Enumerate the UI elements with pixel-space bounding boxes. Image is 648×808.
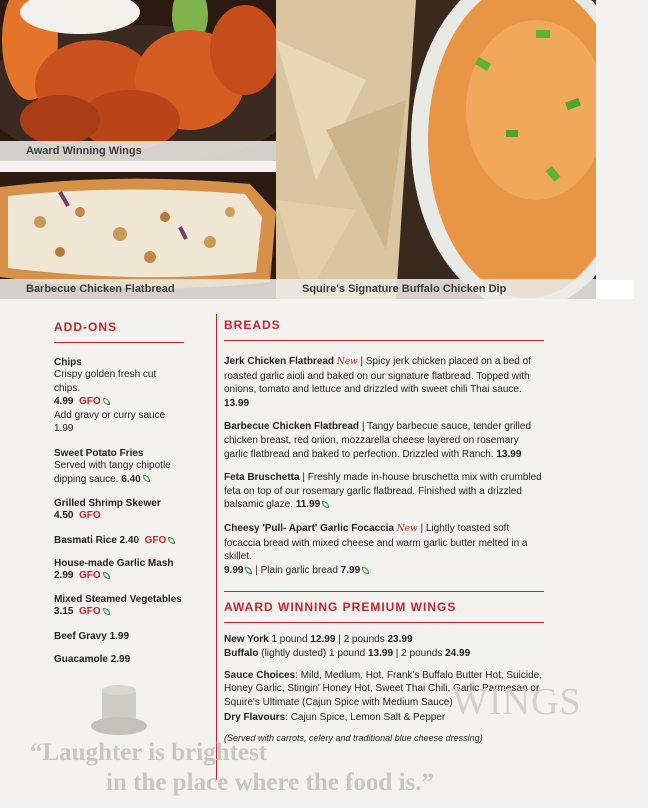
leaf-icon (103, 608, 110, 615)
new-badge: New (336, 357, 358, 367)
leaf-icon (143, 475, 150, 482)
quote-text-1: Laughter is brightest (42, 739, 268, 766)
wings-price: 23.99 (387, 634, 413, 646)
bread-extra: Plain garlic bread (260, 564, 338, 576)
dip-caption: Squire's Signature Buffalo Chicken Dip (276, 279, 596, 299)
breads-title: BREADS (224, 318, 281, 332)
sauce-label: Sauce Choices (224, 669, 296, 681)
addon-desc-text: Served with tangy chipotle dipping sauce. (54, 459, 171, 485)
bread-price: 11.99 (295, 499, 321, 511)
wings-ghost-text: WINGS (452, 681, 582, 723)
bread-jerk-chicken: Jerk Chicken Flatbread New | Spicy jerk chicken placed on a bed of roasted garlic aioli and baked on our signature flatbread. Topped with onions, tomato and lettuce and drizzled with sweet chili Thai sauce. 13.99 (224, 356, 531, 409)
addon-name: House-made Garlic Mash (54, 557, 174, 569)
bread-name: Barbecue Chicken Flatbread (224, 421, 360, 433)
leaf-icon (103, 398, 110, 405)
wings-sauces: Sauce Choices: Mild, Medium, Hot, Frank's Buffalo Butter Hot, Suicide, Honey Garlic, Stingin' Honey Hot, Sweet Thai Chili, Garlic Parmesan or Squire's Ultimate (Cajun Spice with Medium Sauce) (224, 669, 542, 708)
dry-label: Dry Flavours (224, 712, 286, 724)
addon-price-line (54, 395, 184, 409)
bread-bbq-chicken: Barbecue Chicken Flatbread | Tangy barbecue sauce, tender grilled chicken breast, red onion, mozzarella cheese layered on rosemary garlic flatbread and baked to perfection. Drizzled with Ranch. 13.99 (224, 421, 532, 460)
gfo-label: GFO (79, 396, 101, 408)
addon-guacamole (54, 654, 184, 665)
wings-style-label: Buffalo (224, 647, 259, 659)
wings-buffalo: Buffalo (lightly dusted) 1 pound 13.99 | 2 pounds 24.99 (224, 647, 471, 659)
addon-price: 4.99 (54, 396, 74, 408)
wings-price: 12.99 (310, 634, 336, 646)
flatbread-photo (0, 172, 276, 299)
addon-chips (54, 357, 184, 436)
wings-qty: 2 pounds (343, 634, 385, 646)
dry-list: Cajun Spice, Lemon Salt & Pepper (290, 712, 446, 724)
wings-top-rule (224, 591, 544, 592)
addon-name: Guacamole 2.99 (54, 653, 131, 665)
addon-name: Mixed Steamed Vegetables (54, 594, 182, 606)
addon-price-line (54, 605, 184, 619)
addons-rule (54, 342, 184, 343)
addon-price: 3.15 (54, 606, 74, 618)
wings-title: AWARD WINNING PREMIUM WINGS (224, 600, 457, 615)
addon-price: 4.50 (54, 510, 74, 522)
addon-gravy (54, 631, 184, 642)
addon-name-line (54, 535, 184, 546)
addon-sweet-potato (54, 448, 184, 486)
addon-name: Grilled Shrimp Skewer (54, 498, 161, 510)
addons-column (54, 320, 184, 665)
bread-extra-price: 7.99 (340, 564, 361, 576)
leaf-icon (245, 567, 252, 574)
strip-white-bar (596, 280, 634, 299)
addon-name: Chips (54, 357, 82, 368)
leaf-icon (322, 501, 329, 508)
wings-qty: 2 pounds (401, 647, 443, 659)
addon-rice (54, 535, 184, 546)
gfo-label: GFO (144, 534, 167, 546)
gfo-label: GFO (79, 569, 101, 581)
addon-extra: Add gravy or curry sauce 1.99 (54, 409, 166, 435)
addon-price: 6.40 (121, 473, 141, 485)
bread-desc: Freshly made in-house bruschetta mix with crumbled feta on top of our rosemary garlic flatbread. Finished with a drizzled balsamic glaze. (224, 472, 542, 511)
addon-vegetables (54, 594, 184, 619)
addon-price-line (54, 509, 184, 523)
column-divider (216, 314, 217, 780)
bread-desc: Spicy jerk chicken placed on a bed of roasted garlic aioli and baked on our signature flatbread. Topped with onions, tomato and lettuce and drizzled with sweet chili Thai sauce. (224, 356, 531, 396)
wings-rule (224, 622, 544, 623)
wings-price: 13.99 (367, 647, 394, 659)
footer-quote (30, 738, 648, 798)
wings-served-note: (Served with carrots, celery and traditional blue cheese dressing) (224, 732, 483, 743)
bread-name: Feta Bruschetta (224, 472, 300, 484)
gfo-label: GFO (79, 510, 101, 522)
bread-feta-bruschetta: Feta Bruschetta | Freshly made in-house bruschetta mix with crumbled feta on top of our rosemary garlic flatbread. Finished with a drizzled balsamic glaze. 11.99 (224, 472, 542, 511)
breads-rule (224, 340, 544, 341)
bread-desc: Lightly toasted soft focaccia bread with mixed cheese and warm garlic butter melted in a skillet. (224, 522, 528, 563)
wings-style-label: New York (224, 634, 269, 646)
addon-garlic-mash (54, 558, 184, 583)
flatbread-caption: Barbecue Chicken Flatbread (0, 279, 276, 299)
wings-qty: 1 pound (271, 634, 308, 646)
bread-price: 13.99 (224, 397, 250, 409)
bread-price: 9.99 (224, 564, 244, 576)
sauce-list: Mild, Medium, Hot, Frank's Buffalo Butter Hot, Suicide, Honey Garlic, Stingin' Honey Hot, Sweet Thai Chili, Garlic Parmesan or Squire's Ultimate (Cajun Spice with Medium Sauce) (224, 669, 542, 708)
addon-price-line (54, 569, 184, 583)
wings-note: (lightly dusted) (261, 647, 327, 659)
addon-name: Sweet Potato Fries (54, 447, 144, 459)
leaf-icon (103, 572, 110, 579)
bread-price: 13.99 (496, 448, 522, 460)
quote-line-1: “Laughter is brightest (30, 739, 268, 766)
gfo-label: GFO (79, 606, 101, 618)
wings-caption: Award Winning Wings (0, 141, 276, 161)
new-badge: New (396, 523, 418, 534)
bread-focaccia: Cheesy 'Pull- Apart' Garlic Focaccia New | Lightly toasted soft focaccia bread with mixed cheese and warm garlic butter melted in a skillet. 9.99 | Plain garlic bread 7.99 (224, 522, 528, 576)
quote-text-2: in the place where the food is. (106, 769, 422, 796)
quote-line-2: in the place where the food is.” (106, 769, 434, 796)
wings-photo (0, 0, 276, 161)
addon-desc (54, 459, 184, 486)
wings-price: 24.99 (445, 647, 471, 659)
addons-title: ADD-ONS (54, 320, 117, 334)
leaf-icon (168, 537, 175, 544)
addon-shrimp (54, 498, 184, 523)
leaf-icon (362, 567, 369, 574)
top-hat-icon (90, 684, 150, 738)
addon-name: Basmati Rice 2.40 (54, 534, 140, 546)
wings-newyork: New York 1 pound 12.99 | 2 pounds 23.99 (224, 634, 413, 646)
wings-dry: Dry Flavours: Cajun Spice, Lemon Salt & Pepper (224, 712, 446, 724)
wings-qty: 1 pound (329, 647, 366, 659)
addon-name: Beef Gravy 1.99 (54, 630, 130, 642)
photo-strip (0, 0, 648, 300)
addon-desc: Crispy golden fresh cut chips. (54, 369, 157, 394)
bread-name: Jerk Chicken Flatbread (224, 356, 335, 367)
addon-price: 2.99 (54, 569, 74, 581)
bread-desc: Tangy barbecue sauce, tender grilled chicken breast, red onion, mozzarella cheese layered on rosemary garlic flatbread and baked to perfection. Drizzled with Ranch. (224, 421, 532, 460)
bread-name: Cheesy 'Pull- Apart' Garlic Focaccia (224, 522, 395, 534)
dip-photo (276, 0, 596, 299)
